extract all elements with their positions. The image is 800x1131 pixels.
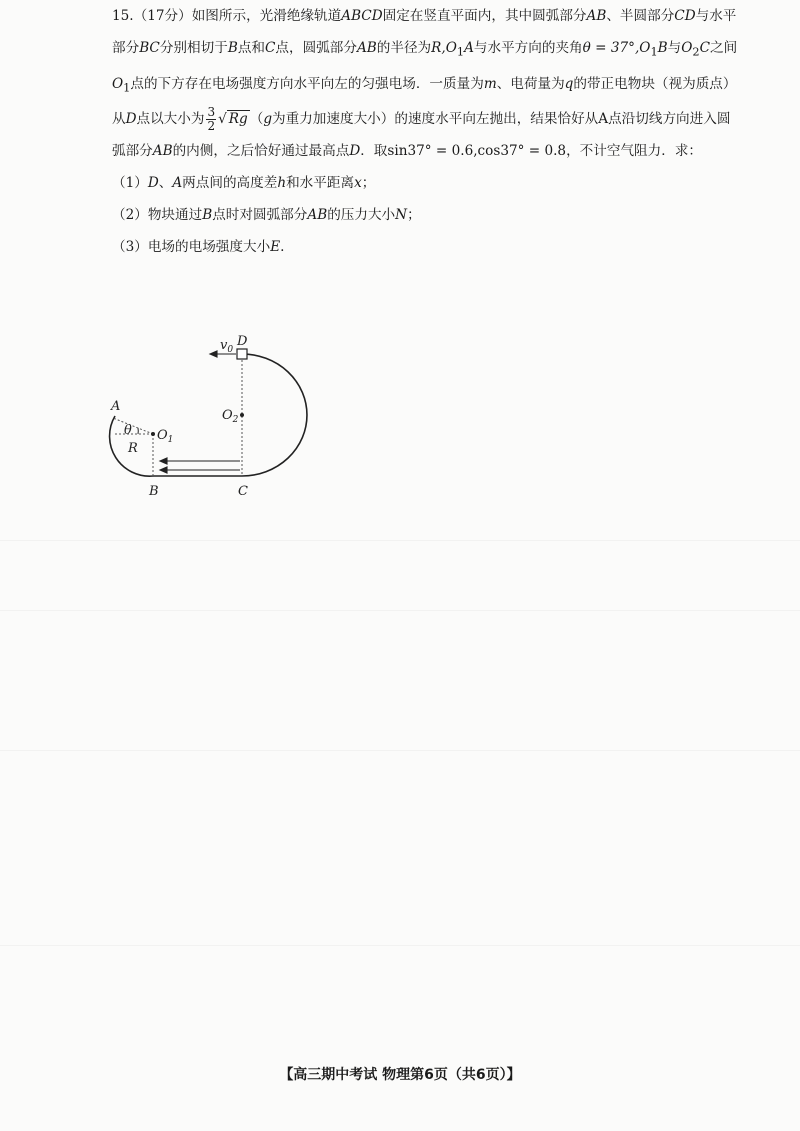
question-line-1: 15.（17分）如图所示，光滑绝缘轨道ABCD固定在竖直平面内，其中圆弧部分AB、半圆部分CD与水平 (112, 8, 737, 24)
o1-a-radius-dashed (113, 418, 153, 434)
question-line-3: $O_1$点的下方存在电场强度方向水平向左的匀强电场．一质量为m、电荷量为q的带正电物块（视为质点） (112, 75, 737, 95)
field-arrowhead-1 (160, 458, 167, 464)
sub-question-1: （1）D、A两点间的高度差h和水平距离x； (112, 175, 376, 192)
page-footer: 【高三期中考试 物理第6页（共6页）】 (279, 1067, 521, 1083)
scan-artifact (0, 945, 800, 946)
scan-artifact (0, 540, 800, 541)
sqrt-symbol: √ (218, 111, 227, 128)
block-at-d (237, 349, 247, 359)
semicircle-track-cd (242, 354, 307, 476)
label-r: R (128, 441, 138, 456)
label-c: C (238, 484, 248, 499)
label-o2: $O_2$ (222, 408, 239, 425)
v0-arrowhead (210, 351, 217, 357)
label-d: D (237, 334, 248, 349)
question-line-5: 弧部分AB的内侧，之后恰好通过最高点D．取sin37° = 0.6,cos37° = 0.8，不计空气阻力．求： (112, 143, 703, 160)
scan-artifact (0, 750, 800, 751)
label-theta: θ (124, 423, 132, 438)
sub-question-2: （2）物块通过B点时对圆弧部分AB的压力大小N； (112, 207, 421, 224)
field-arrowhead-2 (160, 467, 167, 473)
center-o2-dot (240, 413, 244, 417)
scan-artifact (0, 610, 800, 611)
center-o1-dot (151, 432, 155, 436)
sub-question-3: （3）电场的电场强度大小E. (112, 239, 285, 256)
question-line-2: 部分BC分别相切于B点和C点，圆弧部分AB的半径为$R,O_1A$与水平方向的夹角$\theta = 37^\circ,O_1B$与$O_2C$之间 (112, 40, 738, 59)
label-v0: $v_0$ (220, 338, 234, 355)
question-number: 15. (112, 8, 134, 24)
label-b: B (149, 484, 159, 499)
question-15 (112, 0, 762, 263)
sqrt-radicand: Rg (228, 111, 248, 128)
label-o1: $O_1$ (157, 428, 174, 445)
question-points: （17分） (133, 8, 192, 24)
velocity-fraction: $\frac{3}{2}$ (207, 105, 216, 134)
question-line-4: 从D点以大小为 $\frac{3}{2}$ √ Rg （g为重力加速度大小）的速度水平向左抛出，结果恰好从A点沿切线方向进入圆 (112, 105, 731, 134)
track-diagram (100, 330, 330, 505)
label-a: A (111, 399, 121, 414)
